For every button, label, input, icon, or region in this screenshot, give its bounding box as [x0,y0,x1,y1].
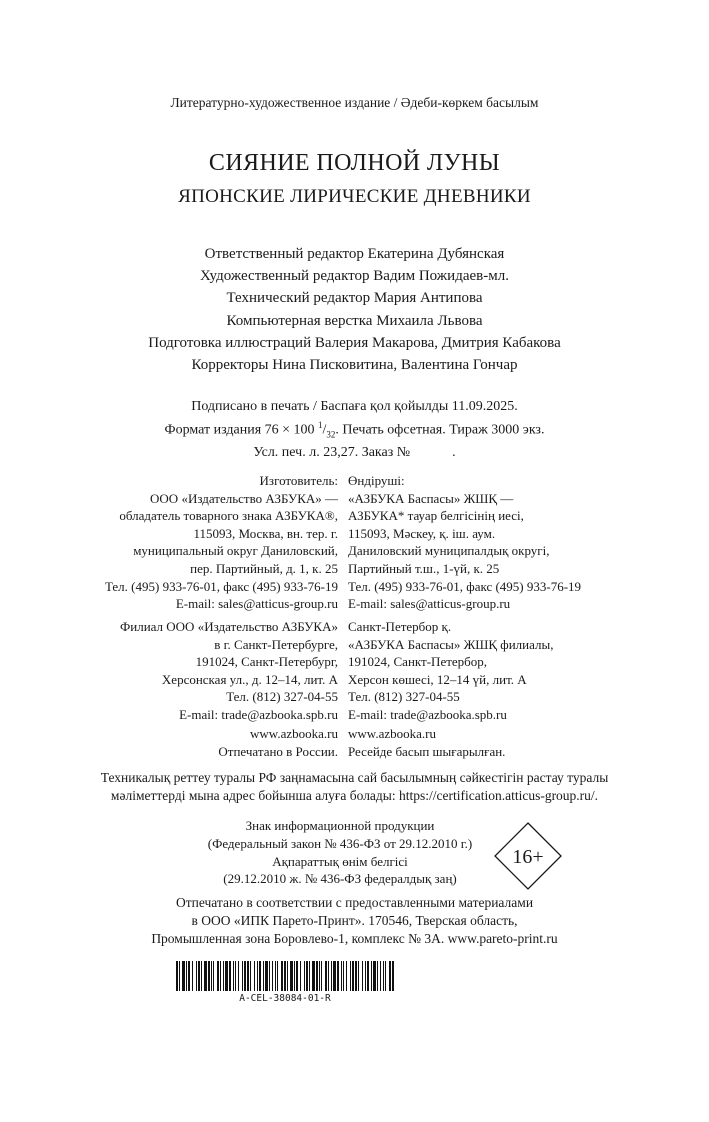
barcode-bar [312,961,315,991]
barcode-bar [238,961,239,991]
text-line: Тел. (495) 933-76-01, факс (495) 933-76-19 [104,578,338,594]
manufacturer-kz-block [348,472,581,613]
manufacturer-ru-block [105,472,338,613]
barcode-bar [350,961,351,991]
barcode-bar [235,961,236,991]
text-line: Промышленная зона Боровлево-1, комплекс № 3А. www.pareto-print.ru [151,931,558,946]
barcode-bar [220,961,221,991]
format-denominator: 32 [326,429,336,440]
barcode-bar [233,961,234,991]
barcode-bar [294,961,295,991]
age-rating-badge [494,822,562,890]
signed-date: Подписано в печать / Баспаға қол қойылды 11.09.2025. [191,399,518,414]
barcode-bar [217,961,219,991]
barcode-bar [186,961,187,991]
text-line: Херсонская ул., д. 12–14, лит. А [161,671,338,687]
text-line: АЗБУКА* тауар белгісінің иесі, [348,508,524,524]
credits [0,243,709,376]
text-line: Санкт-Петербор қ. [348,619,452,634]
text-line: Тел. (812) 327-04-55 [226,689,338,705]
barcode-bar [383,961,384,991]
barcode-bar [223,961,224,991]
barcode [176,961,394,991]
text-line: в ООО «ИПК Парето-Принт». 170546, Тверская область, [191,913,518,928]
barcode-bar [263,961,264,991]
text-line: «АЗБУКА Баспасы» ЖШҚ — [348,490,514,506]
barcode-bar [257,961,258,991]
barcode-bar [290,961,293,991]
text-line: Ақпараттық өнім белгісі [272,853,408,869]
website-link[interactable]: www.azbooka.ru [250,726,338,741]
printing-house [0,894,709,948]
text-line: 191024, Санкт-Петербург, [195,654,338,670]
format-numerator: 1 [318,420,323,431]
barcode-bar [319,961,320,991]
text-line: (29.12.2010 ж. № 436-ФЗ федералдық заң) [223,871,457,887]
barcode-bar [304,961,305,991]
text-line: E-mail: trade@azbooka.spb.ru [179,706,338,722]
text-line: Отпечатано в соответствии с предоставленными материалами [175,895,534,910]
web-kz-block [348,725,505,760]
barcode-bar [365,961,366,991]
format-suffix: . Печать офсетная. Тираж 3000 экз. [335,422,545,438]
barcode-bar [281,961,283,991]
age-rating-text: 16+ [512,846,544,868]
barcode-bar [259,961,261,991]
text-line: Херсон көшесі, 12–14 үй, лит. А [348,671,527,687]
barcode-bar [377,961,378,991]
text-line: Тел. (495) 933-76-01, факс (495) 933-76-19 [348,578,582,594]
barcode-bar [333,961,336,991]
barcode-text: A-CEL-38084-01-R [239,993,331,1004]
barcode-bar [192,961,193,991]
barcode-bar [337,961,339,991]
barcode-bar [300,961,301,991]
text-line: Партийный т.ш., 1-үй, к. 25 [348,560,500,576]
text-line: муниципальный округ Даниловский, [133,543,338,559]
info-product-sign [195,817,485,888]
credit-line: Корректоры Нина Писковитина, Валентина Гончар [191,357,518,374]
barcode-bar [198,961,200,991]
barcode-bar [208,961,210,991]
barcode-bar [355,961,357,991]
barcode-bar [225,961,228,991]
credit-line: Художественный редактор Вадим Пожидаев-мл. [200,268,509,285]
text-line: «АЗБУКА Баспасы» ЖШҚ филиалы, [348,636,554,652]
barcode-bar [346,961,347,991]
credit-line: Подготовка иллюстраций Валерия Макарова, Дмитрия Кабакова [148,334,561,351]
barcode-bar [309,961,310,991]
text-line: (Федеральный закон № 436-ФЗ от 29.12.2010 г.) [207,835,473,851]
barcode-bar [196,961,197,991]
barcode-bar [343,961,344,991]
text-line: обладатель товарного знака АЗБУКА®, [119,508,338,524]
barcode-bar [176,961,178,991]
sheets-order: Усл. печ. л. 23,27. Заказ № [253,445,411,461]
barcode-bar [325,961,327,991]
text-line: Даниловский муниципалдық округі, [348,543,550,559]
barcode-bar [367,961,369,991]
barcode-bar [328,961,329,991]
barcode-bar [373,961,376,991]
barcode-bar [182,961,185,991]
book-title: СИЯНИЕ ПОЛНОЙ ЛУНЫ [208,150,501,176]
barcode-bar [380,961,381,991]
text-line: ООО «Издательство АЗБУКА» — [150,490,338,506]
branch-ru-block [120,618,338,724]
barcode-bar [247,961,249,991]
edition-type: Литературно-художественное издание / Әдеби-көркем басылым [170,95,539,110]
barcode-bar [287,961,288,991]
text-line: Техникалық реттеу туралы РФ заңнамасына сай басылымның сәйкестігін растау туралы [100,770,609,785]
text-line: E-mail: trade@azbooka.spb.ru [348,706,507,722]
website-link[interactable]: www.azbooka.ru [348,726,436,741]
text-line: 115093, Москва, вн. тер. г. [193,525,338,541]
text-line: Отпечатано в России. [218,743,338,759]
barcode-bar [352,961,354,991]
barcode-bar [341,961,342,991]
barcode-bar [371,961,372,991]
text-line: Знак информационной продукции [245,818,435,833]
barcode-bar [392,961,394,991]
format-line: Формат издания 76 × 100 $^1/_{32}$. Печать офсетная. Тираж 3000 экз. [164,420,545,440]
barcode-bar [242,961,243,991]
barcode-bar [188,961,190,991]
barcode-bar [331,961,332,991]
sheets-end: . [452,445,456,461]
barcode-bar [316,961,318,991]
barcode-bar [277,961,278,991]
barcode-bar [321,961,322,991]
barcode-bar [296,961,298,991]
sheets-line [0,444,709,462]
text-line: мәліметтерді мына адрес бойынша алуға болады: https://certification.atticus-group.ru/. [110,788,599,803]
barcode-bar [213,961,214,991]
book-subtitle: ЯПОНСКИЕ ЛИРИЧЕСКИЕ ДНЕВНИКИ [178,186,531,207]
text-line: E-mail: sales@atticus-group.ru [175,596,338,612]
text-line: Тел. (812) 327-04-55 [348,689,460,705]
barcode-bar [275,961,276,991]
certification-note [0,769,709,805]
barcode-bar [179,961,180,991]
barcode-bar [389,961,391,991]
barcode-bar [385,961,386,991]
barcode-bar [272,961,273,991]
barcode-bar [362,961,363,991]
text-line: Ресейде басып шығарылған. [348,743,506,759]
text-line: 115093, Мәскеу, қ. іш. аум. [348,525,496,541]
credit-line: Ответственный редактор Екатерина Дубянская [204,246,505,262]
credit-line: Компьютерная верстка Михаила Львова [226,312,483,329]
text-line: 191024, Санкт-Петербор, [348,654,488,670]
text-line: в г. Санкт-Петербурге, [214,636,338,652]
credit-line: Технический редактор Мария Антипова [226,290,483,307]
barcode-bar [201,961,202,991]
publication-info [0,398,709,462]
barcode-bar [306,961,308,991]
text-line: Изготовитель: [259,473,338,488]
web-ru-block [218,725,338,760]
barcode-bar [204,961,207,991]
barcode-bar [284,961,286,991]
barcode-bar [250,961,251,991]
barcode-bar [254,961,255,991]
barcode-bar [265,961,268,991]
text-line: пер. Партийный, д. 1, к. 25 [190,560,338,576]
barcode-bar [211,961,212,991]
text-line: Филиал ООО «Издательство АЗБУКА» [119,619,338,634]
text-line: Өндіруші: [348,473,405,488]
text-line: E-mail: sales@atticus-group.ru [348,596,511,612]
barcode-bar [244,961,246,991]
branch-kz-block [348,618,553,724]
barcode-bar [269,961,270,991]
barcode-bar [358,961,359,991]
barcode-bar [229,961,231,991]
format-prefix: Формат издания 76 × 100 [164,422,319,438]
